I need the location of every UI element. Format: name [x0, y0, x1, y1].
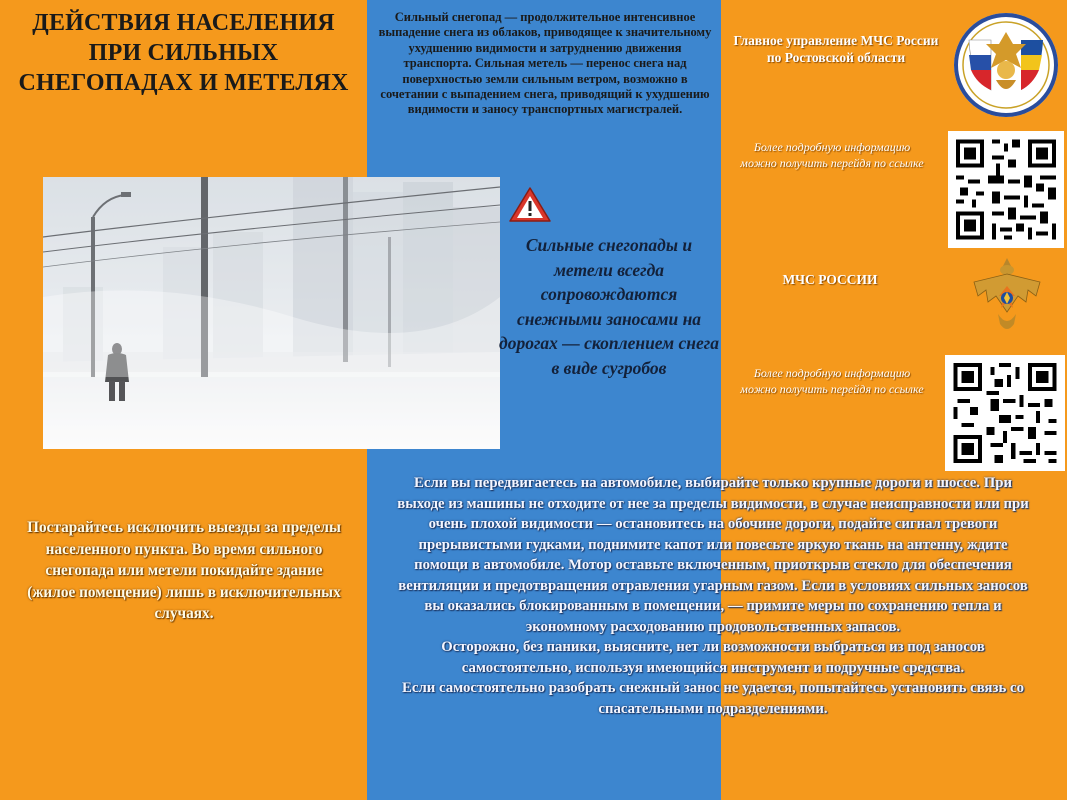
emchs-rostov-emblem-icon	[951, 10, 1061, 120]
warning-triangle-icon	[508, 186, 552, 224]
definitions-text: Сильный снегопад — продолжительное интенсивное выпадение снега из облаков, приводящее к значительному ухудшению видимости и затруднению движения транспорта. Сильная метель — перенос снега над поверхностью земли сильным ветром, возможно в сочетании с выпадением снега, приводящий к ухудшению видимости и заносу транспортных магистралей.	[378, 10, 712, 117]
qr-code-1[interactable]	[948, 131, 1064, 248]
main-instructions	[396, 473, 1030, 719]
page-title: ДЕЙСТВИЯ НАСЕЛЕНИЯ ПРИ СИЛЬНЫХ СНЕГОПАДАХ И МЕТЕЛЯХ	[18, 10, 349, 96]
instructions-paragraph-1: Если вы передвигаетесь на автомобиле, выбирайте только крупные дороги и шоссе. При выходе из машины не отходите от нее за пределы видимости, в случае неисправности или при очень плохой видимости — остановитесь на обочине дороги, подайте сигнал тревоги прерывистыми гудками, поднимите капот или повесьте яркую ткань на антенну, ждите помощи в автомобиле. Мотор оставьте включенным, приоткрыв стекло для обеспечения вентиляции и предотвращения отравления угарным газом. Если в условиях сильных заносов вы оказались блокированным в помещении, — примите меры по сохранению тепла и экономному расходованию продовольственных запасов.	[397, 475, 1029, 635]
instructions-paragraph-2: Осторожно, без паники, выясните, нет ли возможности выбраться из под заносов самостоятельно, используя имеющийся инструмент и подручные средства.	[441, 639, 985, 676]
more-info-link-text-1: Более подробную информацию можно получить перейдя по ссылке	[740, 140, 924, 170]
qr-code-2[interactable]	[945, 355, 1065, 471]
more-info-link-text-2: Более подробную информацию можно получить перейдя по ссылке	[740, 366, 924, 396]
mchs-eagle-emblem-icon	[970, 252, 1044, 342]
instructions-paragraph-3: Если самостоятельно разобрать снежный занос не удается, попытайтесь установить связь со спасательными подразделениями.	[402, 680, 1024, 717]
blizzard-photo	[43, 177, 500, 449]
warning-message: Сильные снегопады и метели всегда сопровождаются снежными заносами на дорогах — скоплением снега в виде сугробов	[499, 235, 719, 378]
mchs-label: МЧС РОССИИ	[782, 272, 878, 287]
organization-header: Главное управление МЧС России по Ростовской области	[733, 33, 939, 65]
travel-advice-text: Постарайтесь исключить выезды за пределы населенного пункта. Во время сильного снегопада или метели покидайте здание (жилое помещение) лишь в исключительных случаях.	[27, 519, 341, 622]
